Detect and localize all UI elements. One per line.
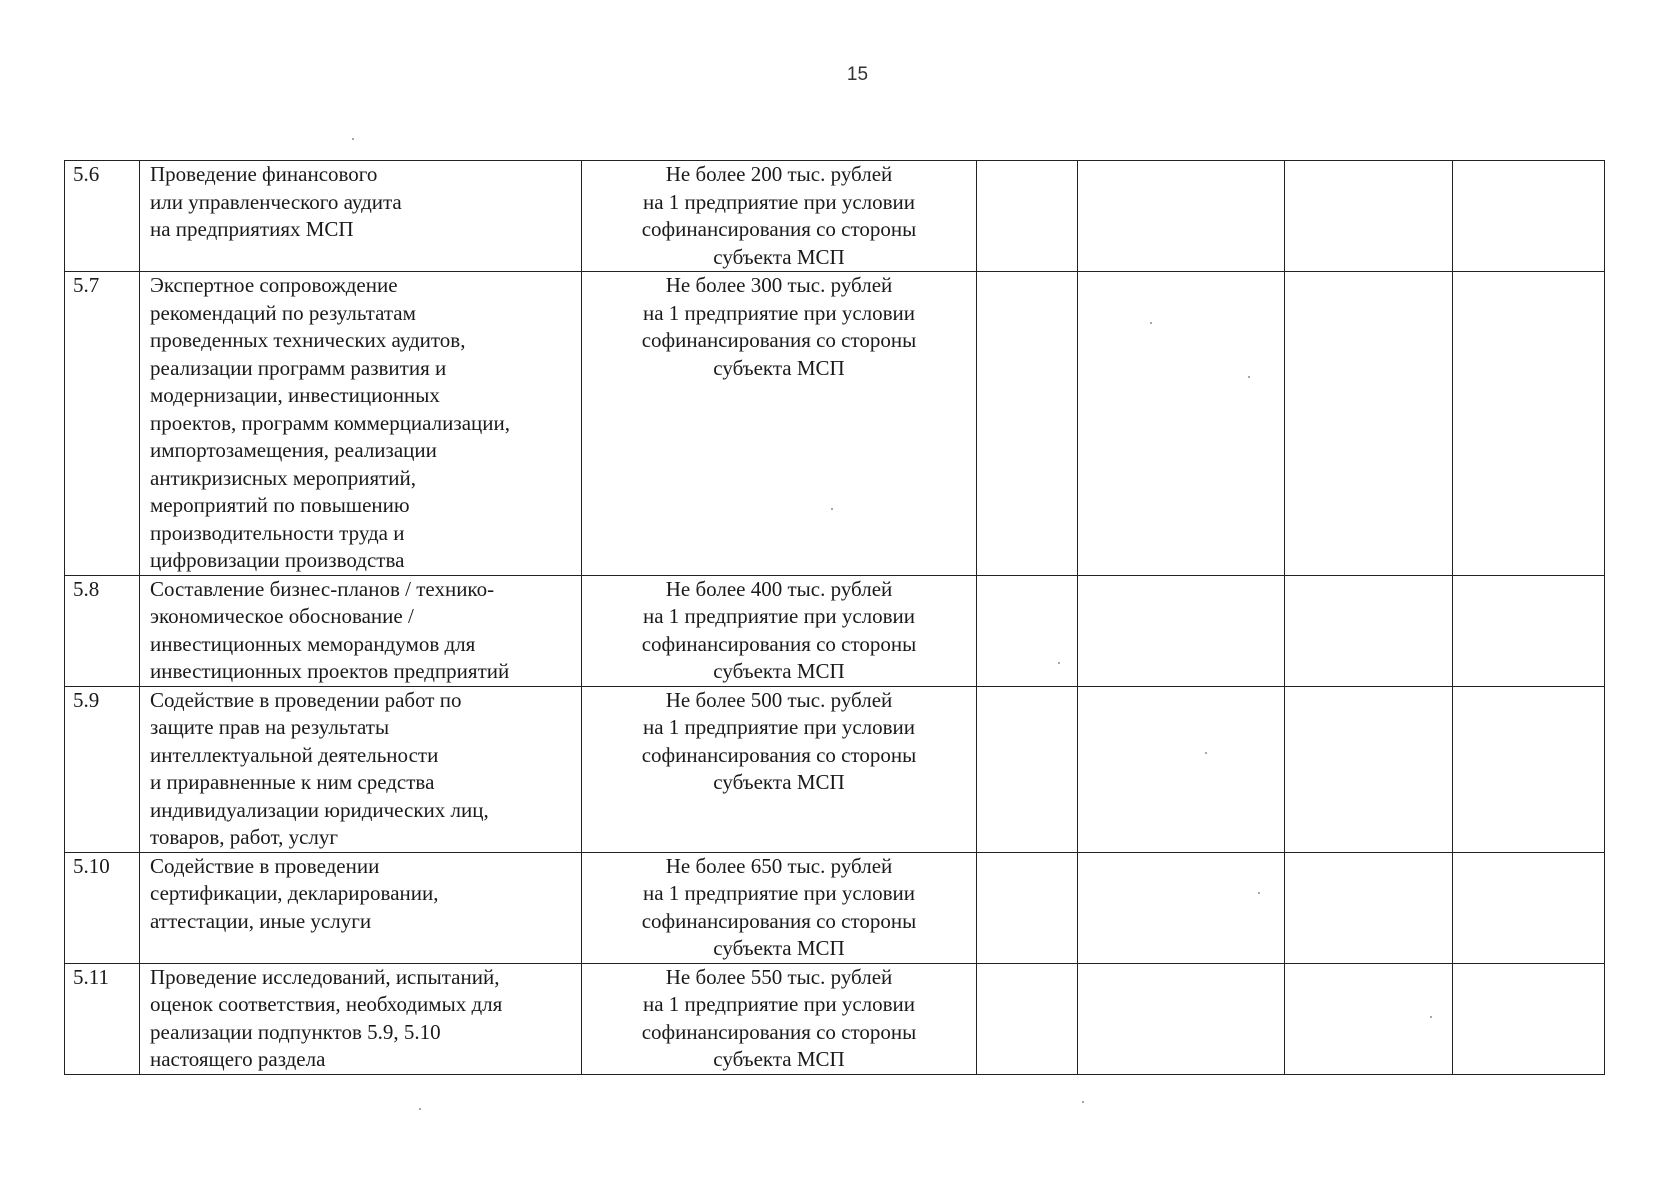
- row-number-cell: 5.9: [65, 686, 140, 852]
- empty-cell: [1285, 963, 1453, 1074]
- scan-speck: [1258, 892, 1260, 894]
- page-number: 15: [846, 64, 869, 85]
- service-name-cell: Проведение исследований, испытаний, оценок соответствия, необходимых для реализации подпунктов 5.9, 5.10 настоящего раздела: [140, 963, 582, 1074]
- scan-speck: [1430, 1016, 1432, 1018]
- funding-limit-cell: Не более 400 тыс. рублей на 1 предприятие при условии софинансирования со стороны субъекта МСП: [582, 575, 977, 686]
- row-number-cell: 5.10: [65, 852, 140, 963]
- empty-cell: [1078, 852, 1285, 963]
- service-name-cell: Составление бизнес-планов / технико- экономическое обоснование / инвестиционных меморандумов для инвестиционных проектов предприятий: [140, 575, 582, 686]
- scan-speck: [419, 1108, 421, 1110]
- funding-limit-cell: Не более 500 тыс. рублей на 1 предприятие при условии софинансирования со стороны субъекта МСП: [582, 686, 977, 852]
- empty-cell: [1078, 272, 1285, 576]
- scan-speck: [1248, 376, 1250, 378]
- service-name-cell: Содействие в проведении сертификации, декларировании, аттестации, иные услуги: [140, 852, 582, 963]
- service-name-cell: Содействие в проведении работ по защите прав на результаты интеллектуальной деятельности и приравненные к ним средства индивидуализации юридических лиц, товаров, работ, услуг: [140, 686, 582, 852]
- scan-speck: [831, 508, 833, 510]
- funding-limit-cell: Не более 550 тыс. рублей на 1 предприятие при условии софинансирования со стороны субъекта МСП: [582, 963, 977, 1074]
- row-number-cell: 5.8: [65, 575, 140, 686]
- scan-speck: [352, 138, 354, 140]
- table-row: [65, 575, 1605, 686]
- services-table: [64, 160, 1605, 1075]
- empty-cell: [977, 963, 1078, 1074]
- empty-cell: [1285, 852, 1453, 963]
- empty-cell: [1078, 161, 1285, 272]
- empty-cell: [1453, 963, 1605, 1074]
- scan-speck: [1205, 752, 1207, 754]
- empty-cell: [1453, 852, 1605, 963]
- empty-cell: [977, 575, 1078, 686]
- scan-speck: [1082, 1101, 1084, 1103]
- service-name-cell: Экспертное сопровождение рекомендаций по результатам проведенных технических аудитов, реализации программ развития и модернизации, инвестиционных проектов, программ коммерциализации, импортозамещения, реализации антикризисных мероприятий, мероприятий по повышению производительности труда и цифровизации производства: [140, 272, 582, 576]
- table-row: [65, 686, 1605, 852]
- empty-cell: [1453, 272, 1605, 576]
- row-number-cell: 5.7: [65, 272, 140, 576]
- empty-cell: [977, 852, 1078, 963]
- scan-speck: [1058, 662, 1060, 664]
- scan-speck: [1150, 322, 1152, 324]
- empty-cell: [977, 272, 1078, 576]
- table-row: [65, 963, 1605, 1074]
- empty-cell: [1285, 272, 1453, 576]
- empty-cell: [1285, 575, 1453, 686]
- table-row: [65, 852, 1605, 963]
- table-row: [65, 272, 1605, 576]
- table-row: [65, 161, 1605, 272]
- empty-cell: [1078, 575, 1285, 686]
- empty-cell: [1453, 161, 1605, 272]
- empty-cell: [1078, 963, 1285, 1074]
- empty-cell: [977, 686, 1078, 852]
- row-number-cell: 5.11: [65, 963, 140, 1074]
- empty-cell: [1453, 686, 1605, 852]
- row-number-cell: 5.6: [65, 161, 140, 272]
- funding-limit-cell: Не более 300 тыс. рублей на 1 предприятие при условии софинансирования со стороны субъекта МСП: [582, 272, 977, 576]
- empty-cell: [1285, 161, 1453, 272]
- funding-limit-cell: Не более 200 тыс. рублей на 1 предприятие при условии софинансирования со стороны субъекта МСП: [582, 161, 977, 272]
- empty-cell: [1453, 575, 1605, 686]
- empty-cell: [1285, 686, 1453, 852]
- empty-cell: [977, 161, 1078, 272]
- funding-limit-cell: Не более 650 тыс. рублей на 1 предприятие при условии софинансирования со стороны субъекта МСП: [582, 852, 977, 963]
- service-name-cell: Проведение финансового или управленческого аудита на предприятиях МСП: [140, 161, 582, 272]
- empty-cell: [1078, 686, 1285, 852]
